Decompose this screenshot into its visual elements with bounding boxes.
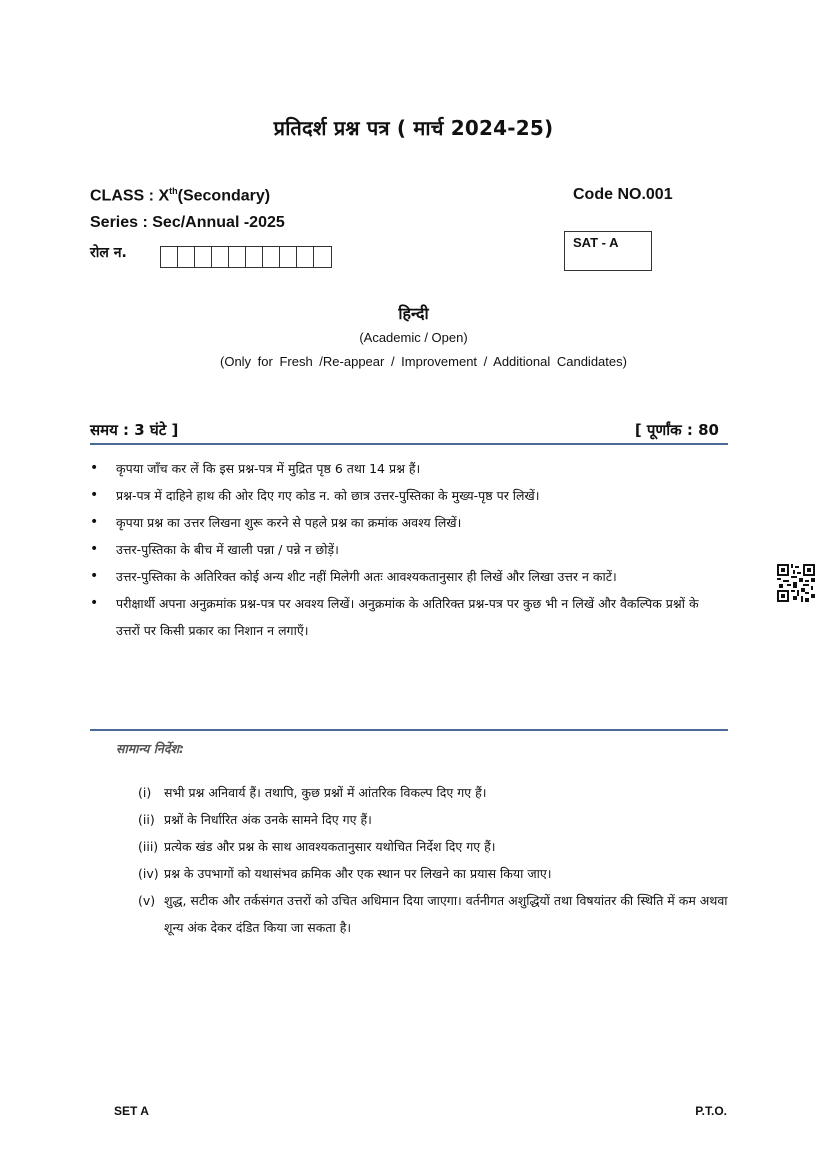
instructions-list — [90, 455, 726, 644]
item-number: (iii) — [138, 839, 159, 854]
item-text: प्रश्न के उपभागों को यथासंभव क्रमिक और एक स्थान पर लिखने का प्रयास किया जाए। — [164, 866, 552, 881]
class-label — [90, 186, 270, 205]
item-text: प्रश्नों के निर्धारित अंक उनके सामने दिए गए हैं। — [164, 812, 372, 827]
set-box: SAT - A — [564, 231, 652, 271]
roll-number-box[interactable] — [263, 247, 280, 267]
item-text: सभी प्रश्न अनिवार्य हैं। तथापि, कुछ प्रश्नों में आंतरिक विकल्प दिए गए हैं। — [164, 785, 487, 800]
footer-set-label: SET A — [114, 1104, 149, 1118]
roll-number-boxes[interactable] — [160, 246, 332, 268]
class-prefix: CLASS : X — [90, 187, 170, 205]
general-instruction-item — [138, 860, 728, 887]
paper-title: प्रतिदर्श प्रश्न पत्र ( मार्च 2024-25) — [273, 116, 554, 140]
roll-number-box[interactable] — [280, 247, 297, 267]
roll-number-box[interactable] — [246, 247, 263, 267]
roll-number-box[interactable] — [195, 247, 212, 267]
divider-top — [90, 443, 728, 445]
footer-pto-label: P.T.O. — [695, 1104, 727, 1118]
roll-number-label: रोल न. — [90, 245, 127, 261]
divider-bottom — [90, 729, 728, 731]
candidates-label: (Only for Fresh /Re-appear / Improvement / Additional Candidates) — [220, 354, 627, 369]
general-instructions-list — [138, 779, 728, 941]
instruction-item: • कृपया प्रश्न का उत्तर लिखना शुरू करने से पहले प्रश्न का क्रमांक अवश्य लिखें। — [90, 509, 726, 536]
instruction-item: • उत्तर-पुस्तिका के बीच में खाली पन्ना / पन्ने न छोड़ें। — [90, 536, 726, 563]
code-number: Code NO.001 — [573, 186, 673, 203]
item-number: (i) — [138, 785, 152, 800]
item-number: (iv) — [138, 866, 159, 881]
item-number: (v) — [138, 893, 156, 908]
general-instruction-item — [138, 806, 728, 833]
roll-number-box[interactable] — [212, 247, 229, 267]
mode-label: (Academic / Open) — [359, 330, 468, 345]
roll-number-box[interactable] — [161, 247, 178, 267]
item-text: प्रत्येक खंड और प्रश्न के साथ आवश्यकतानुसार यथोचित निर्देश दिए गए हैं। — [164, 839, 496, 854]
roll-number-box[interactable] — [178, 247, 195, 267]
item-number: (ii) — [138, 812, 155, 827]
qr-code-icon — [777, 564, 815, 602]
roll-number-box[interactable] — [229, 247, 246, 267]
series-label: Series : Sec/Annual -2025 — [90, 214, 285, 231]
instruction-item: • परीक्षार्थी अपना अनुक्रमांक प्रश्न-पत्र पर अवश्य लिखें। अनुक्रमांक के अतिरिक्त प्रश्न-पत्र पर कुछ भी न लिखें और वैकल्पिक प्रश्नों के उत्तरों पर किसी प्रकार का निशान न लगाएँ। — [90, 590, 726, 644]
item-text: शुद्ध, सटीक और तर्कसंगत उत्तरों को उचित अधिमान दिया जाएगा। वर्तनीगत अशुद्धियों तथा विषयांतर की स्थिति में कम अथवा शून्य अंक देकर दंडित किया जा सकता है। — [164, 893, 728, 935]
general-instruction-item — [138, 833, 728, 860]
instruction-item: • कृपया जाँच कर लें कि इस प्रश्न-पत्र में मुद्रित पृष्ठ 6 तथा 14 प्रश्न हैं। — [90, 455, 726, 482]
instruction-item: • प्रश्न-पत्र में दाहिने हाथ की ओर दिए गए कोड न. को छात्र उत्तर-पुस्तिका के मुख्य-पृष्ठ पर लिखें। — [90, 482, 726, 509]
time-label: समय : 3 घंटे ] — [90, 421, 179, 439]
general-instruction-item — [138, 779, 728, 806]
subject-title: हिन्दी — [398, 304, 429, 323]
general-instructions-title: सामान्य निर्देश: — [116, 741, 185, 756]
class-superscript: th — [169, 186, 178, 196]
max-marks-label: [ पूर्णांक : 80 — [634, 421, 719, 439]
general-instruction-item — [138, 887, 728, 941]
roll-number-box[interactable] — [297, 247, 314, 267]
roll-number-box[interactable] — [314, 247, 331, 267]
instruction-item: • उत्तर-पुस्तिका के अतिरिक्त कोई अन्य शीट नहीं मिलेगी अतः आवश्यकतानुसार ही लिखें और लिखा उत्तर न काटें। — [90, 563, 726, 590]
class-suffix: (Secondary) — [177, 187, 271, 205]
